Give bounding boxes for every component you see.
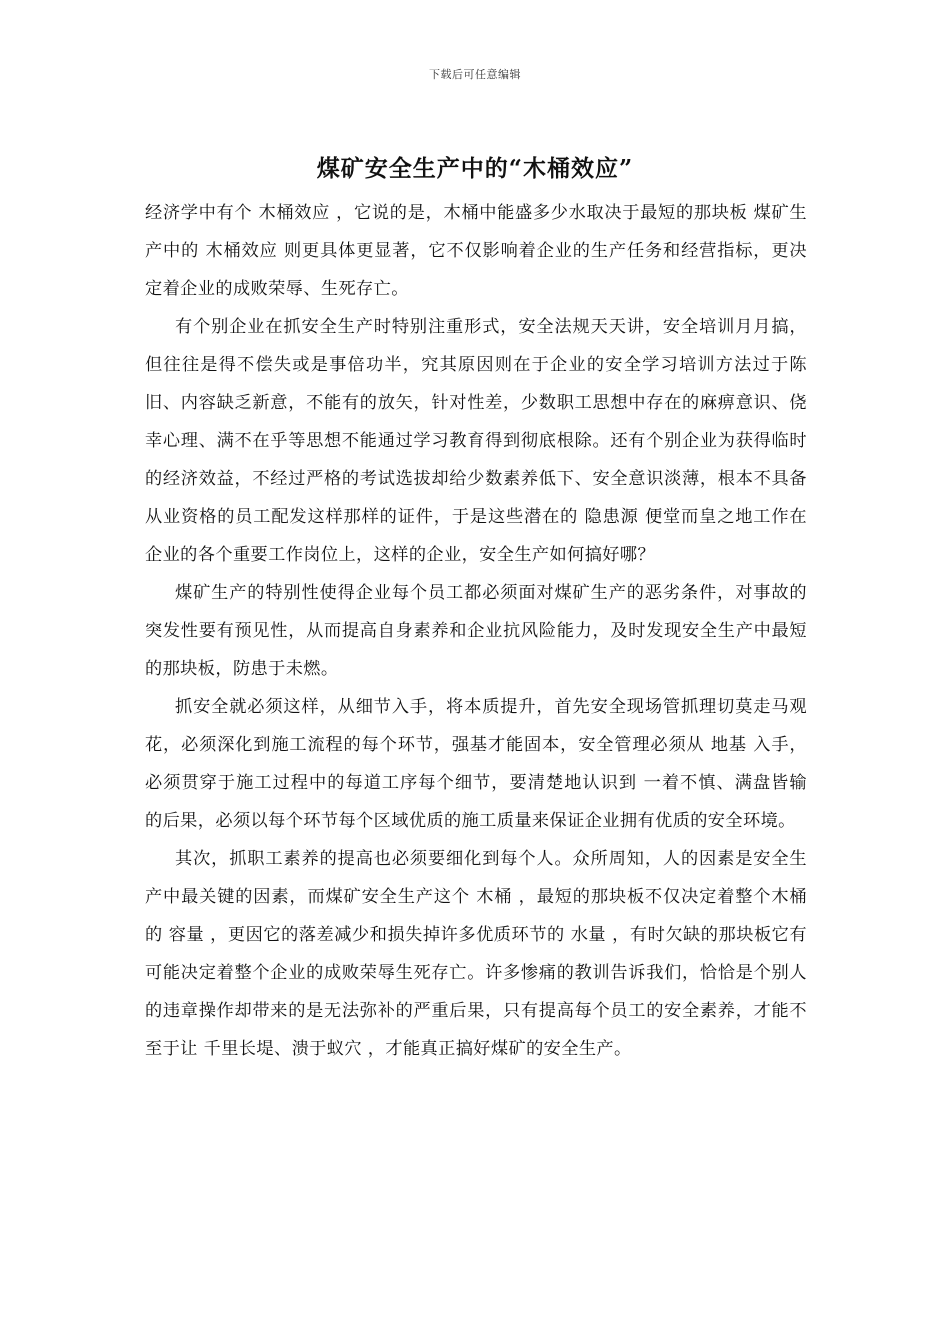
header-note: 下载后可任意编辑 xyxy=(429,68,521,81)
paragraph-details: 抓安全就必须这样，从细节入手，将本质提升，首先安全现场管抓理切莫走马观花，必须深化到施工流程的每个环节，强基才能固本，安全管理必须从 地基 入手，必须贯穿于施工过程中的每道工序每个细节，要清楚地认识到 一着不慎、满盘皆输 的后果，必须以每个环节每个区域优质的施工质量来保证企业拥有优质的安全环境。 xyxy=(145,697,807,831)
paragraph-intro: 经济学中有个 木桶效应 ，它说的是，木桶中能盛多少水取决于最短的那块板 煤矿生产中的 木桶效应 则更具体更显著，它不仅影响着企业的生产任务和经营指标，更决定着企业的成败荣辱、生死存亡。 xyxy=(145,203,807,299)
document-body xyxy=(145,194,807,1068)
paragraph-particularity: 煤矿生产的特别性使得企业每个员工都必须面对煤矿生产的恶劣条件，对事故的突发性要有预见性，从而提高自身素养和企业抗风险能力，及时发现安全生产中最短的那块板，防患于未燃。 xyxy=(145,583,807,679)
document-title: 煤矿安全生产中的“木桶效应” xyxy=(316,155,634,182)
paragraph-formalism-problem: 有个别企业在抓安全生产时特别注重形式，安全法规天天讲，安全培训月月搞，但往往是得不偿失或是事倍功半，究其原因则在于企业的安全学习培训方法过于陈旧、内容缺乏新意，不能有的放矢，针对性差，少数职工思想中存在的麻痹意识、侥幸心理、满不在乎等思想不能通过学习教育得到彻底根除。还有个别企业为获得临时的经济效益，不经过严格的考试选拔却给少数素养低下、安全意识淡薄，根本不具备从业资格的员工配发这样那样的证件，于是这些潜在的 隐患源 便堂而皇之地工作在企业的各个重要工作岗位上，这样的企业，安全生产如何搞好哪？ xyxy=(145,317,807,565)
paragraph-staff-quality: 其次，抓职工素养的提高也必须要细化到每个人。众所周知，人的因素是安全生产中最关键的因素，而煤矿安全生产这个 木桶 ，最短的那块板不仅决定着整个木桶的 容量 ，更因它的落差减少和损失掉许多优质环节的 水量 ，有时欠缺的那块板它有可能决定着整个企业的成败荣辱生死存亡。许多惨痛的教训告诉我们，恰恰是个别人的违章操作却带来的是无法弥补的严重后果，只有提高每个员工的安全素养，才能不至于让 千里长堤、溃于蚁穴 ，才能真正搞好煤矿的安全生产。 xyxy=(145,849,807,1059)
